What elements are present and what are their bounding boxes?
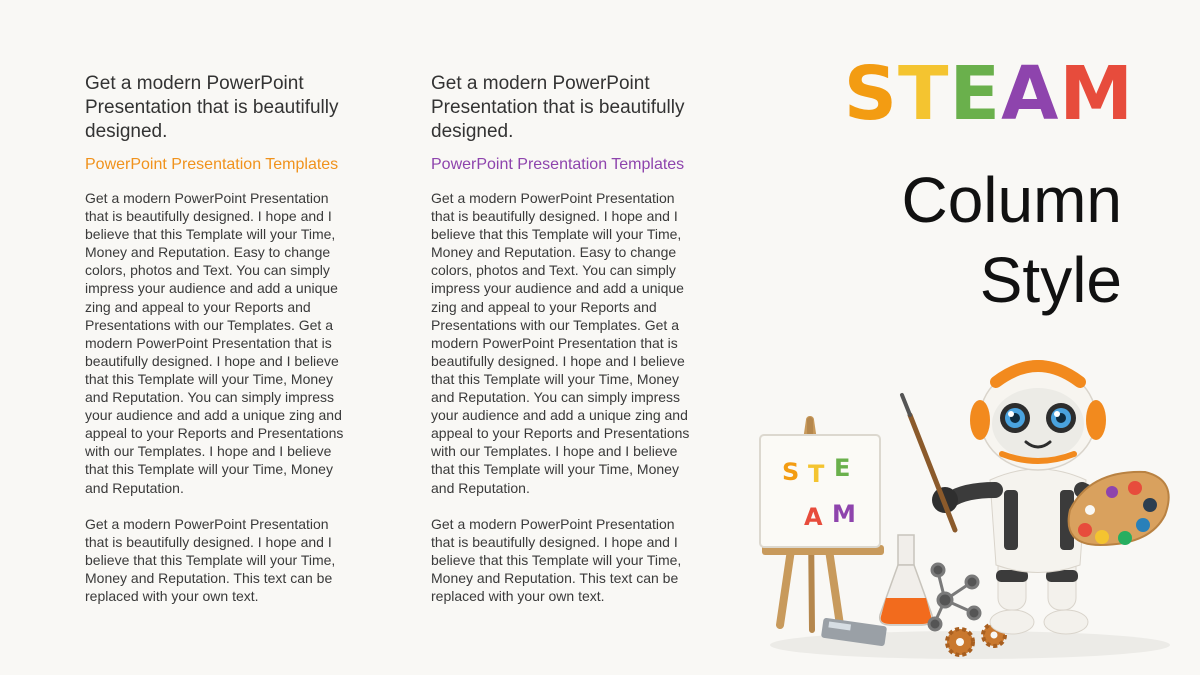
column-subheading: PowerPoint Presentation Templates [431,156,685,173]
column-subheading: PowerPoint Presentation Templates [85,156,339,173]
column-heading: Get a modern PowerPoint Presentation that is beautifully designed. [85,73,339,142]
steam-letter-a: A [1001,51,1060,137]
canvas-letter-m: M [832,500,856,528]
slide-title-line-2: Style [979,244,1122,316]
easel-icon [760,420,884,630]
molecule-icon [929,564,980,630]
text-column-1 [85,72,375,605]
column-body-paragraph-2: Get a modern PowerPoint Presentation that is beautifully designed. I hope and I believe that this Template will your Time, Money and Reputation. This text can be replaced with your own text. [431,515,682,604]
slide-title [901,160,1122,320]
column-body-paragraph-2: Get a modern PowerPoint Presentation that is beautifully designed. I hope and I believe that this Template will your Time, Money and Reputation. This text can be replaced with your own text. [85,515,336,604]
canvas-letter-a: A [804,503,823,531]
robot-painter-illustration [740,340,1180,670]
canvas-letter-t: T [808,460,825,488]
column-body-paragraph-1: Get a modern PowerPoint Presentation that is beautifully designed. I hope and I believe that this Template will your Time, Money and Reputation. Easy to change colors, photos and Text. You can simply impress your audience and add a unique zing and appeal to your Reports and Presentations with our Templates. Get a modern PowerPoint Presentation that is beautifully designed. I hope and I believe that this Template will your Time, Money and Reputation. You can simply impress your audience and add a unique zing and appeal to your Reports and Presentations with our Templates. I hope and I believe that this Template will your Time, Money and Reputation. [85,190,344,496]
text-column-2 [431,72,721,605]
column-heading: Get a modern PowerPoint Presentation that is beautifully designed. [431,73,685,142]
steam-logo-title [844,52,1134,136]
column-body-paragraph-1: Get a modern PowerPoint Presentation that is beautifully designed. I hope and I believe that this Template will your Time, Money and Reputation. Easy to change colors, photos and Text. You can simply impress your audience and add a unique zing and appeal to your Reports and Presentations with our Templates. Get a modern PowerPoint Presentation that is beautifully designed. I hope and I believe that this Template will your Time, Money and Reputation. You can simply impress your audience and add a unique zing and appeal to your Reports and Presentations with our Templates. I hope and I believe that this Template will your Time, Money and Reputation. [431,190,690,496]
steam-letter-t: T [898,51,950,137]
canvas-letter-s: S [782,458,800,486]
slide-title-line-1: Column [901,164,1122,236]
steam-letter-e: E [949,51,1002,137]
steam-letter-m: M [1059,51,1134,137]
canvas-letter-e: E [834,454,851,482]
flask-icon [880,535,933,625]
steam-letter-s: S [843,51,899,137]
